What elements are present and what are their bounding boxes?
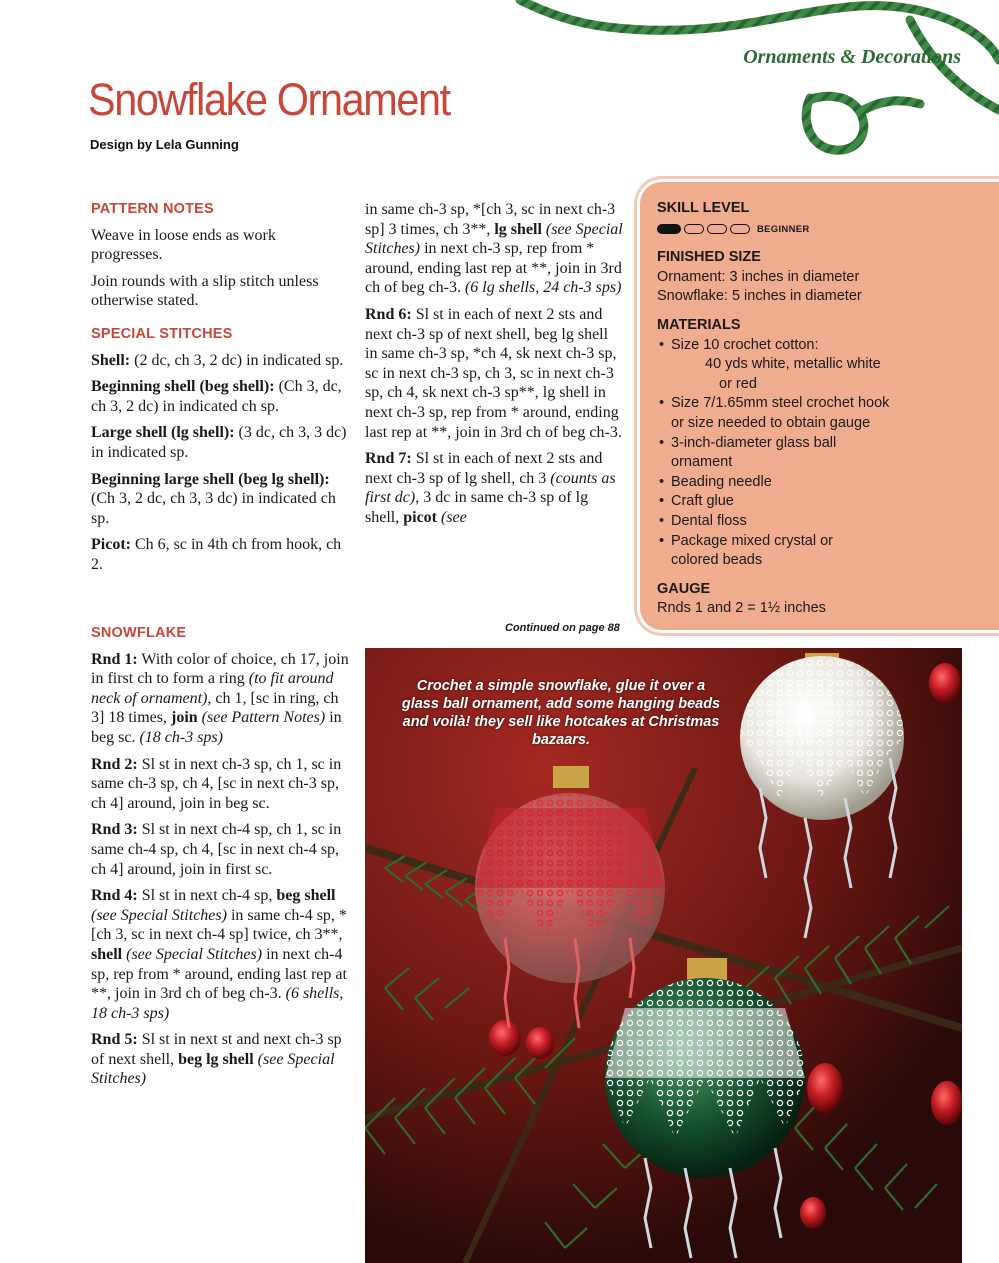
pattern-notes-heading: PATTERN NOTES: [91, 201, 214, 217]
snowflake-heading: SNOWFLAKE: [91, 625, 187, 641]
round-5: Rnd 5: Sl st in next st and next ch-3 sp of next shell, beg lg shell (see Special Stitches): [91, 1031, 342, 1088]
info-sidebar: [640, 182, 999, 630]
special-stitches-heading: SPECIAL STITCHES: [91, 325, 233, 342]
column-left-bottom: [91, 624, 349, 1096]
pattern-note: Weave in loose ends as work progresses.: [91, 226, 276, 264]
section-label: Ornaments & Decorations: [743, 46, 961, 68]
continued-note: Continued on page 88: [505, 622, 620, 634]
round-1: Rnd 1: With color of choice, ch 17, join in first ch to form a ring (to fit around neck of ornament), ch 1, [sc in ring, ch 3] 18 times, join (see Pattern Notes) in beg sc. (18 ch-3 sps): [91, 650, 349, 746]
material-item: • Size 7/1.65mm steel crochet hook or size needed to obtain gauge: [657, 394, 987, 433]
materials-list: [657, 336, 987, 571]
size-line: Snowflake: 5 inches in diameter: [657, 288, 862, 305]
material-item: • Package mixed crystal or colored beads: [657, 532, 987, 571]
skill-level-value: BEGINNER: [757, 223, 810, 235]
pattern-note: Join rounds with a slip stitch unless otherwise stated.: [91, 272, 319, 310]
material-item: • Dental floss: [657, 512, 987, 532]
skill-pill-filled: [657, 224, 681, 234]
round-5-continued: in same ch-3 sp, *[ch 3, sc in next ch-3 sp] 3 times, ch 3**, lg shell (see Special Stitches) in next ch-3 sp, rep from * around, ending last rep at **, join in 3rd ch of beg ch-3. (6 lg shells, 24 ch-3 sps): [365, 201, 623, 297]
stitch-item: Beginning shell (beg shell): (Ch 3, dc, ch 3, 2 dc) in indicated ch sp.: [91, 378, 342, 415]
stitch-item: Shell: (2 dc, ch 3, 2 dc) in indicated sp.: [91, 351, 344, 369]
finished-size-heading: FINISHED SIZE: [657, 249, 761, 266]
materials-heading: MATERIALS: [657, 316, 741, 333]
stitch-item: Large shell (lg shell): (3 dc, ch 3, 3 dc) in indicated sp.: [91, 424, 347, 461]
photo-caption: Crochet a simple snowflake, glue it over a glass ball ornament, add some hanging beads and voilà! they sell like hotcakes at Christmas bazaars.: [401, 678, 721, 748]
skill-level-meter: [657, 220, 987, 240]
column-left-top: [91, 200, 349, 582]
column-middle: [365, 200, 623, 535]
round-2: Rnd 2: Sl st in next ch-3 sp, ch 1, sc in same ch-3 sp, ch 4, [sc in next ch-3 sp, ch 4] around, join in beg sc.: [91, 755, 342, 812]
skill-pill-empty: [684, 224, 704, 234]
stitch-item: Picot: Ch 6, sc in 4th ch from hook, ch 2.: [91, 536, 342, 573]
size-line: Ornament: 3 inches in diameter: [657, 268, 860, 285]
skill-pill-empty: [707, 224, 727, 234]
page-title: Snowflake Ornament: [88, 74, 450, 125]
skill-level-heading: SKILL LEVEL: [657, 200, 750, 216]
gauge-text: Rnds 1 and 2 = 1½ inches: [657, 600, 826, 617]
stitch-item: Beginning large shell (beg lg shell): (Ch 3, 2 dc, ch 3, 3 dc) in indicated ch sp.: [91, 470, 336, 527]
material-item: • 3-inch-diameter glass ball ornament: [657, 434, 987, 473]
round-4: Rnd 4: Sl st in next ch-4 sp, beg shell (see Special Stitches) in same ch-4 sp, *[ch 3, sc in next ch-4 sp] twice, ch 3**, shell (see Special Stitches) in next ch-4 sp, rep from * around, ending last rep at **, join in 3rd ch of beg ch-3. (6 shells, 18 ch-3 sps): [91, 887, 347, 1022]
skill-pill-empty: [730, 224, 750, 234]
material-item: • Size 10 crochet cotton: 40 yds white, metallic white or red: [657, 336, 987, 395]
byline: Design by Lela Gunning: [90, 137, 239, 152]
material-item: • Craft glue: [657, 492, 987, 512]
material-item: • Beading needle: [657, 473, 987, 493]
round-6: Rnd 6: Sl st in each of next 2 sts and next ch-3 sp of next shell, beg lg shell in same ch-3 sp, *ch 4, sk next ch-3 sp, sc in next ch-3 sp, ch 3, sc in next ch-3 sp, ch 4, sk next ch-3 sp**, lg shell in next ch-3 sp, rep from * around, ending last rep at **, join in 3rd ch of beg ch-3.: [365, 305, 622, 441]
gauge-heading: GAUGE: [657, 580, 711, 597]
round-7: Rnd 7: Sl st in each of next 2 sts and next ch-3 sp of lg shell, ch 3 (counts as first dc), 3 dc in same ch-3 sp of lg shell, picot (see: [365, 450, 616, 526]
round-3: Rnd 3: Sl st in next ch-4 sp, ch 1, sc in same ch-4 sp, ch 4, [sc in next ch-4 sp, ch 4] around, join in first sc.: [91, 821, 342, 878]
